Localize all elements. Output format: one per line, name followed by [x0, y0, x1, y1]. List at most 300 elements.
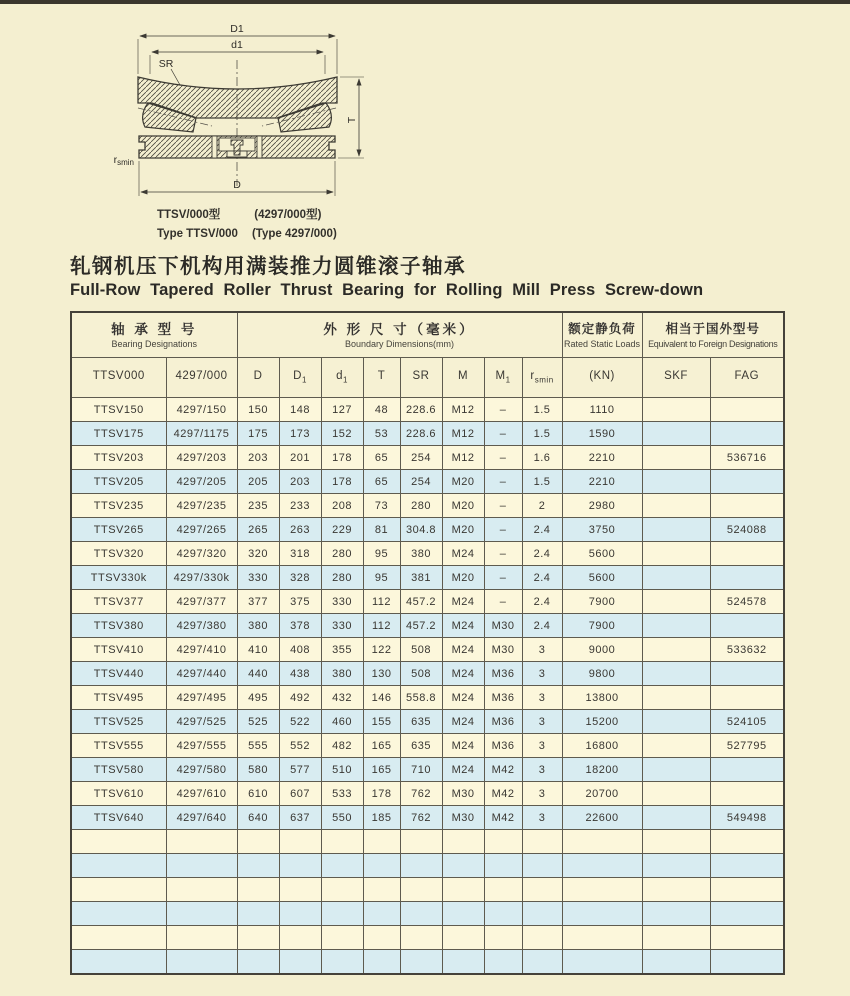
table-cell: 432 — [321, 686, 363, 710]
table-row — [71, 638, 784, 662]
table-cell — [363, 926, 400, 950]
table-cell: 22600 — [562, 806, 642, 830]
table-cell — [442, 878, 484, 902]
table-cell — [363, 830, 400, 854]
table-cell: 318 — [279, 542, 321, 566]
table-cell — [237, 902, 279, 926]
table-cell: 2.4 — [522, 542, 562, 566]
table-cell — [642, 830, 710, 854]
caption-type-zh-alt: (4297/000型) — [254, 209, 322, 221]
table-row — [71, 542, 784, 566]
empty-row — [71, 830, 784, 854]
table-cell: 635 — [400, 710, 442, 734]
table-cell — [522, 854, 562, 878]
table-cell: 4297/525 — [166, 710, 237, 734]
table-cell — [710, 494, 784, 518]
table-cell: 48 — [363, 398, 400, 422]
table-cell: M24 — [442, 710, 484, 734]
table-cell — [363, 950, 400, 974]
table-cell: 229 — [321, 518, 363, 542]
table-cell — [279, 854, 321, 878]
table-cell — [642, 566, 710, 590]
subheader-ttsv: TTSV000 — [71, 358, 166, 398]
table-cell: 607 — [279, 782, 321, 806]
table-cell: 228.6 — [400, 398, 442, 422]
table-cell: TTSV410 — [71, 638, 166, 662]
group-rated-static-loads — [562, 312, 642, 358]
caption-type-zh: TTSV/000型 — [157, 209, 221, 221]
table-cell: TTSV205 — [71, 470, 166, 494]
table-cell: 205 — [237, 470, 279, 494]
table-cell: 3 — [522, 686, 562, 710]
table-cell: – — [484, 422, 522, 446]
table-cell: – — [484, 470, 522, 494]
table-cell: 4297/203 — [166, 446, 237, 470]
table-cell — [562, 902, 642, 926]
table-cell: 4297/580 — [166, 758, 237, 782]
table-cell: 148 — [279, 398, 321, 422]
table-cell: 330 — [321, 614, 363, 638]
table-cell — [642, 710, 710, 734]
table-cell — [237, 950, 279, 974]
table-row — [71, 806, 784, 830]
table-cell — [279, 878, 321, 902]
table-cell — [400, 926, 442, 950]
group-label-zh: 外 形 尺 寸（毫米） — [323, 321, 476, 337]
table-cell — [710, 926, 784, 950]
caption-type-en: Type TTSV/000 — [157, 228, 238, 240]
table-cell — [710, 902, 784, 926]
table-cell — [522, 830, 562, 854]
subheader-d1: $d_1$ — [321, 358, 363, 398]
table-cell: 2.4 — [522, 614, 562, 638]
table-cell: 4297/330k — [166, 566, 237, 590]
subheader-M1: $M_1$ — [484, 358, 522, 398]
table-cell: 4297/377 — [166, 590, 237, 614]
table-cell — [710, 782, 784, 806]
table-cell: 254 — [400, 446, 442, 470]
caption-line-2 — [157, 225, 337, 244]
table-cell: 5600 — [562, 566, 642, 590]
table-cell — [642, 758, 710, 782]
table-cell: 460 — [321, 710, 363, 734]
table-cell — [710, 686, 784, 710]
table-cell: M30 — [484, 614, 522, 638]
table-cell — [237, 854, 279, 878]
table-cell: – — [484, 590, 522, 614]
table-cell: 457.2 — [400, 590, 442, 614]
table-cell — [642, 686, 710, 710]
table-cell: 165 — [363, 734, 400, 758]
table-cell: 265 — [237, 518, 279, 542]
table-cell: M12 — [442, 446, 484, 470]
table-cell: 122 — [363, 638, 400, 662]
table-cell: 577 — [279, 758, 321, 782]
table-cell: 5600 — [562, 542, 642, 566]
table-cell: TTSV330k — [71, 566, 166, 590]
table-cell: 201 — [279, 446, 321, 470]
table-cell: 81 — [363, 518, 400, 542]
table-cell: 4297/495 — [166, 686, 237, 710]
table-cell: 263 — [279, 518, 321, 542]
table-cell: 328 — [279, 566, 321, 590]
table-cell: 173 — [279, 422, 321, 446]
table-row — [71, 590, 784, 614]
table-cell: M12 — [442, 398, 484, 422]
table-cell — [442, 830, 484, 854]
table-cell — [642, 806, 710, 830]
table-cell — [237, 830, 279, 854]
table-cell: 53 — [363, 422, 400, 446]
table-cell — [442, 902, 484, 926]
table-cell — [321, 926, 363, 950]
table-cell — [642, 494, 710, 518]
table-cell: M12 — [442, 422, 484, 446]
table-cell — [279, 950, 321, 974]
group-label-en: Equivalent to Foreign Designations — [648, 338, 778, 349]
table-cell: TTSV150 — [71, 398, 166, 422]
table-cell: 3 — [522, 734, 562, 758]
table-cell — [562, 830, 642, 854]
table-cell: 3 — [522, 806, 562, 830]
table-cell: 95 — [363, 566, 400, 590]
table-cell — [642, 782, 710, 806]
table-cell: 524088 — [710, 518, 784, 542]
subheader-D: D — [237, 358, 279, 398]
table-cell — [400, 854, 442, 878]
table-cell: TTSV640 — [71, 806, 166, 830]
table-cell: 410 — [237, 638, 279, 662]
table-cell: 4297/640 — [166, 806, 237, 830]
table-cell: M20 — [442, 470, 484, 494]
group-label-en: Rated Static Loads — [564, 338, 641, 349]
table-cell — [642, 878, 710, 902]
table-cell — [484, 902, 522, 926]
table-cell: 112 — [363, 614, 400, 638]
table-cell — [642, 470, 710, 494]
table-cell: 9800 — [562, 662, 642, 686]
empty-row — [71, 878, 784, 902]
table-cell: M20 — [442, 494, 484, 518]
table-cell: 378 — [279, 614, 321, 638]
table-cell — [484, 854, 522, 878]
table-cell: 1110 — [562, 398, 642, 422]
table-cell: 175 — [237, 422, 279, 446]
table-cell: 330 — [237, 566, 279, 590]
table-cell — [642, 590, 710, 614]
table-cell: 380 — [237, 614, 279, 638]
table-cell — [710, 398, 784, 422]
table-cell: M24 — [442, 590, 484, 614]
table-cell — [321, 878, 363, 902]
table-cell — [400, 950, 442, 974]
table-cell: 178 — [321, 470, 363, 494]
table-cell: 525 — [237, 710, 279, 734]
empty-row — [71, 902, 784, 926]
table-cell: 18200 — [562, 758, 642, 782]
table-cell: 1.5 — [522, 422, 562, 446]
table-cell: 2.4 — [522, 518, 562, 542]
table-cell: 15200 — [562, 710, 642, 734]
table-cell: 510 — [321, 758, 363, 782]
table-cell: TTSV320 — [71, 542, 166, 566]
table-cell: 233 — [279, 494, 321, 518]
table-row — [71, 782, 784, 806]
table-cell — [562, 854, 642, 878]
subheader-rsmin: $r_{smin}$ — [522, 358, 562, 398]
group-foreign-designations — [642, 312, 784, 358]
table-cell: M42 — [484, 806, 522, 830]
table-cell: 355 — [321, 638, 363, 662]
table-cell — [642, 926, 710, 950]
sr-leader-line — [171, 69, 180, 85]
table-cell — [363, 878, 400, 902]
table-cell: M24 — [442, 758, 484, 782]
table-cell: 4297/440 — [166, 662, 237, 686]
table-cell: 4297/610 — [166, 782, 237, 806]
table-cell: M24 — [442, 638, 484, 662]
table-cell: 112 — [363, 590, 400, 614]
bearing-table — [70, 311, 785, 975]
table-cell: 381 — [400, 566, 442, 590]
table-cell: TTSV580 — [71, 758, 166, 782]
table-cell: 580 — [237, 758, 279, 782]
table-cell: TTSV235 — [71, 494, 166, 518]
table-cell — [710, 854, 784, 878]
table-cell — [237, 878, 279, 902]
table-row — [71, 614, 784, 638]
table-cell — [710, 830, 784, 854]
table-cell — [321, 902, 363, 926]
table-cell: 482 — [321, 734, 363, 758]
table-cell: 524105 — [710, 710, 784, 734]
table-cell: 377 — [237, 590, 279, 614]
table-cell — [279, 926, 321, 950]
table-cell: 185 — [363, 806, 400, 830]
table-cell: 635 — [400, 734, 442, 758]
table-cell: 4297/410 — [166, 638, 237, 662]
subheader-row — [71, 358, 784, 398]
table-cell — [642, 422, 710, 446]
table-cell: 2210 — [562, 446, 642, 470]
page-top-edge — [0, 0, 850, 4]
group-label-en: Bearing Designations — [111, 338, 198, 349]
table-cell: 524578 — [710, 590, 784, 614]
table-cell: TTSV377 — [71, 590, 166, 614]
table-cell: M30 — [442, 806, 484, 830]
page-title-zh: 轧钢机压下机构用满装推力圆锥滚子轴承 — [70, 255, 466, 278]
label-rsmin: rsmin — [113, 154, 134, 167]
table-cell — [642, 902, 710, 926]
table-cell: 552 — [279, 734, 321, 758]
table-cell: 4297/380 — [166, 614, 237, 638]
table-cell: 508 — [400, 662, 442, 686]
table-cell: M36 — [484, 734, 522, 758]
table-cell — [710, 614, 784, 638]
bearing-cross-section-diagram — [96, 12, 396, 212]
caption-line-1 — [157, 206, 337, 225]
table-cell: 280 — [400, 494, 442, 518]
table-row — [71, 446, 784, 470]
empty-row — [71, 926, 784, 950]
group-label-zh: 额定静负荷 — [568, 321, 636, 336]
table-cell — [710, 758, 784, 782]
table-cell — [321, 854, 363, 878]
table-cell — [363, 902, 400, 926]
table-cell: TTSV440 — [71, 662, 166, 686]
table-row — [71, 518, 784, 542]
table-cell — [71, 878, 166, 902]
table-cell — [710, 950, 784, 974]
subheader-M: M — [442, 358, 484, 398]
table-cell: 380 — [321, 662, 363, 686]
table-row — [71, 470, 784, 494]
label-D: D — [233, 179, 241, 191]
table-cell: M30 — [442, 782, 484, 806]
table-cell — [442, 926, 484, 950]
table-cell — [522, 902, 562, 926]
table-cell — [166, 902, 237, 926]
table-body — [71, 398, 784, 974]
table-cell — [710, 662, 784, 686]
table-cell: 4297/1175 — [166, 422, 237, 446]
subheader-4297: 4297/000 — [166, 358, 237, 398]
empty-row — [71, 950, 784, 974]
table-cell: 438 — [279, 662, 321, 686]
label-d1: d1 — [231, 39, 243, 51]
table-cell — [642, 734, 710, 758]
table-cell — [522, 878, 562, 902]
group-label-zh: 相当于国外型号 — [665, 321, 761, 336]
group-bearing-designations — [71, 312, 237, 358]
table-cell — [710, 542, 784, 566]
table-cell: – — [484, 494, 522, 518]
table-cell: – — [484, 566, 522, 590]
table-cell — [522, 926, 562, 950]
bottom-washer-channel-right — [257, 136, 262, 158]
table-cell: 533 — [321, 782, 363, 806]
table-cell — [562, 926, 642, 950]
table-cell: 155 — [363, 710, 400, 734]
table-cell — [522, 950, 562, 974]
table-cell — [562, 878, 642, 902]
table-cell: 150 — [237, 398, 279, 422]
table-cell — [710, 470, 784, 494]
table-cell: 1590 — [562, 422, 642, 446]
table-cell: 203 — [279, 470, 321, 494]
subheader-FAG: FAG — [710, 358, 784, 398]
table-cell: TTSV555 — [71, 734, 166, 758]
table-cell: – — [484, 518, 522, 542]
diagram-caption — [157, 206, 337, 244]
table-cell: 203 — [237, 446, 279, 470]
table-cell: 637 — [279, 806, 321, 830]
table-cell: 375 — [279, 590, 321, 614]
table-cell — [484, 950, 522, 974]
table-cell — [642, 518, 710, 542]
table-cell: TTSV525 — [71, 710, 166, 734]
table-cell: 9000 — [562, 638, 642, 662]
table-cell: 65 — [363, 446, 400, 470]
table-cell — [321, 830, 363, 854]
table-cell: 2980 — [562, 494, 642, 518]
table-cell: 95 — [363, 542, 400, 566]
table-cell: M36 — [484, 710, 522, 734]
table-row — [71, 710, 784, 734]
table-cell: 208 — [321, 494, 363, 518]
table-cell: 550 — [321, 806, 363, 830]
table-cell — [400, 902, 442, 926]
table-cell: 4297/265 — [166, 518, 237, 542]
table-cell: 380 — [400, 542, 442, 566]
table-cell: 4297/150 — [166, 398, 237, 422]
table-cell: 457.2 — [400, 614, 442, 638]
table-cell — [71, 950, 166, 974]
table-cell — [642, 662, 710, 686]
table-cell: TTSV265 — [71, 518, 166, 542]
table-cell: M24 — [442, 662, 484, 686]
group-label-en: Boundary Dimensions(mm) — [345, 338, 455, 349]
table-cell: M24 — [442, 614, 484, 638]
table-cell — [166, 950, 237, 974]
table-cell: 1.6 — [522, 446, 562, 470]
table-cell — [484, 878, 522, 902]
table-cell: 3 — [522, 710, 562, 734]
table-cell: TTSV203 — [71, 446, 166, 470]
table-cell — [71, 854, 166, 878]
empty-row — [71, 854, 784, 878]
table-cell: 536716 — [710, 446, 784, 470]
page-title-en: Full-Row Tapered Roller Thrust Bearing for Rolling Mill Press Screw-down — [70, 281, 704, 299]
table-cell: 555 — [237, 734, 279, 758]
table-cell: 3 — [522, 638, 562, 662]
table-row — [71, 758, 784, 782]
table-cell — [642, 398, 710, 422]
table-cell — [442, 854, 484, 878]
table-cell: 330 — [321, 590, 363, 614]
table-cell: M20 — [442, 518, 484, 542]
table-cell: 130 — [363, 662, 400, 686]
table-cell — [710, 566, 784, 590]
table-cell: TTSV610 — [71, 782, 166, 806]
table-cell: 2 — [522, 494, 562, 518]
table-cell: – — [484, 398, 522, 422]
table-cell: 440 — [237, 662, 279, 686]
table-cell: 3 — [522, 782, 562, 806]
table-cell: TTSV495 — [71, 686, 166, 710]
table-cell: 4297/555 — [166, 734, 237, 758]
table-cell: M36 — [484, 686, 522, 710]
table-row — [71, 662, 784, 686]
table-cell: 320 — [237, 542, 279, 566]
group-header-row — [71, 312, 784, 358]
table-cell: 280 — [321, 566, 363, 590]
table-cell — [642, 446, 710, 470]
caption-type-en-alt: (Type 4297/000) — [251, 228, 337, 240]
table-cell: – — [484, 446, 522, 470]
table-row — [71, 422, 784, 446]
table-cell — [484, 830, 522, 854]
table-cell: 228.6 — [400, 422, 442, 446]
table-cell — [562, 950, 642, 974]
table-cell: 408 — [279, 638, 321, 662]
table-cell — [166, 926, 237, 950]
table-cell — [642, 950, 710, 974]
table-cell: 3 — [522, 758, 562, 782]
table-cell: 178 — [363, 782, 400, 806]
table-cell: M20 — [442, 566, 484, 590]
table-cell: 2210 — [562, 470, 642, 494]
